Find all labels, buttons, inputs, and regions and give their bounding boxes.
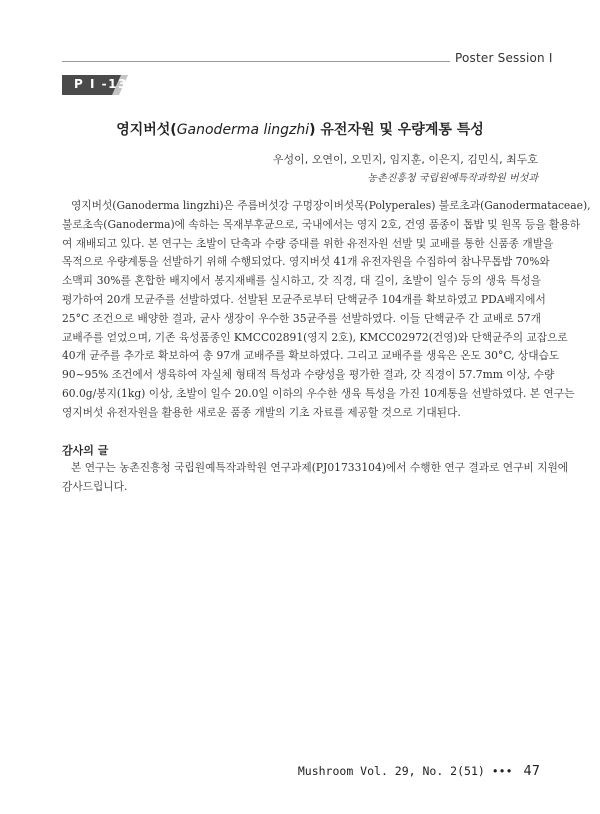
footer-separator: ••• xyxy=(491,764,513,778)
article-title xyxy=(0,119,600,139)
badge-code: P I -13 xyxy=(74,77,128,91)
abstract-body xyxy=(62,197,591,423)
abstract-line: 25°C 조건으로 배양한 결과, 균사 생장이 우수한 35균주를 선발하였다. 이들 단핵균주 간 교배로 57개 xyxy=(62,311,541,325)
affiliation: 농촌진흥청 국립원예특작과학원 버섯과 xyxy=(367,173,538,184)
abstract-code-badge xyxy=(62,75,132,95)
abstract-line: 교배주를 얻었으며, 기존 육성품종인 KMCC02891(영지 2호), KMCC02972(건영)와 단핵균주의 교잡으로 xyxy=(62,330,568,344)
abstract-line: 평가하여 20개 모균주를 선발하였다. 선발된 모균주로부터 단핵균주 104개를 확보하였고 PDA배지에서 xyxy=(62,292,546,306)
abstract-line: 불로초속(Ganoderma)에 속하는 목재부후균으로, 국내에서는 영지 2호, 건영 품종이 톱밥 및 원목 등을 활용하 xyxy=(62,217,581,231)
acknowledgement-line: 본 연구는 농촌진흥청 국립원예특작과학원 연구과제(PJ01733104)에서 수행한 연구 결과로 연구비 지원에 xyxy=(71,461,569,474)
page-footer xyxy=(298,764,540,779)
abstract-line: 소맥피 30%를 혼합한 배지에서 봉지재배를 실시하고, 갓 직경, 대 길이, 초발이 일수 등의 생육 특성을 xyxy=(62,274,541,288)
authors: 우성이, 오연이, 오민지, 임지훈, 이은지, 김민식, 최두호 xyxy=(272,153,538,166)
title-prefix: 영지버섯( xyxy=(116,122,177,138)
title-suffix: ) 유전자원 및 우량계통 특성 xyxy=(309,122,484,138)
abstract-line: 90~95% 조건에서 생육하여 자실체 형태적 특성과 수량성을 평가한 결과, 갓 직경이 57.7mm 이상, 수량 xyxy=(62,368,555,382)
abstract-line: 60.0g/봉지(1kg) 이상, 초발이 일수 20.0일 이하의 우수한 생육 특성을 가진 10계통을 선발하였다. 본 연구는 xyxy=(62,386,575,400)
acknowledgement-heading: 감사의 글 xyxy=(62,444,109,457)
acknowledgement-body xyxy=(62,458,569,496)
journal-citation: Mushroom Vol. 29, No. 2(51) xyxy=(297,764,485,778)
title-latin-name: Ganoderma lingzhi xyxy=(176,122,310,138)
header-rule xyxy=(62,61,450,62)
page-number: 47 xyxy=(523,764,540,779)
abstract-line: 영지버섯 유전자원을 활용한 새로운 품종 개발의 기초 자료를 제공할 것으로 기대된다. xyxy=(62,405,461,419)
abstract-line: 40개 균주를 추가로 확보하여 총 97개 교배주를 확보하였다. 그리고 교배주를 생육은 온도 30°C, 상대습도 xyxy=(62,349,560,363)
acknowledgement-line: 감사드립니다. xyxy=(62,480,128,493)
abstract-line: 목적으로 우량계통을 선발하기 위해 수행되었다. 영지버섯 41개 유전자원을 수집하여 참나무톱밥 70%와 xyxy=(62,255,550,269)
session-label: Poster Session Ⅰ xyxy=(455,51,553,65)
abstract-line: 여 재배되고 있다. 본 연구는 초발이 단축과 수량 증대를 위한 유전자원 선발 및 교배를 통한 신품종 개발을 xyxy=(62,236,554,250)
abstract-line: 영지버섯(Ganoderma lingzhi)은 주름버섯강 구멍장이버섯목(Polyperales) 불로초과(Ganodermataceae), xyxy=(71,199,591,212)
